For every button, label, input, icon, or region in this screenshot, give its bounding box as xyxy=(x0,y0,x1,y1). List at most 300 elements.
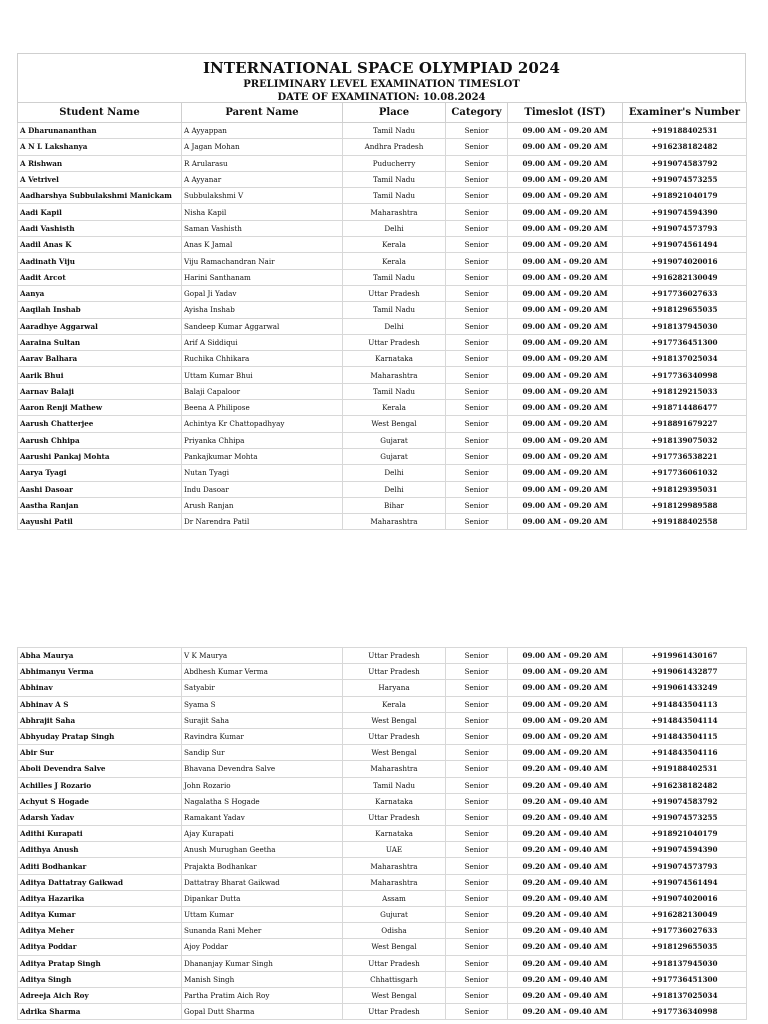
table-row xyxy=(18,874,747,890)
parent-name-cell: A Ayyappan xyxy=(182,123,343,139)
timeslot-cell: 09.00 AM - 09.20 AM xyxy=(508,171,623,187)
timeslot-cell: 09.00 AM - 09.20 AM xyxy=(508,237,623,253)
category-cell: Senior xyxy=(446,220,508,236)
category-cell: Senior xyxy=(446,416,508,432)
table-row xyxy=(18,680,747,696)
examiner-number-cell: +917736340998 xyxy=(623,367,747,383)
examiner-number-cell: +918137025034 xyxy=(623,351,747,367)
timeslot-cell: 09.00 AM - 09.20 AM xyxy=(508,497,623,513)
category-cell: Senior xyxy=(446,155,508,171)
examiner-number-cell: +917736340998 xyxy=(623,1004,747,1020)
category-cell: Senior xyxy=(446,777,508,793)
examiner-number-cell: +916238182482 xyxy=(623,139,747,155)
examiner-number-cell: +919061432877 xyxy=(623,664,747,680)
table-row xyxy=(18,890,747,906)
place-cell: Delhi xyxy=(343,481,446,497)
parent-name-cell: Achintya Kr Chattopadhyay xyxy=(182,416,343,432)
parent-name-cell: Dr Narendra Patil xyxy=(182,514,343,530)
category-cell: Senior xyxy=(446,448,508,464)
timeslot-cell: 09.20 AM - 09.40 AM xyxy=(508,842,623,858)
place-cell: Tamil Nadu xyxy=(343,188,446,204)
examiner-number-cell: +918137945030 xyxy=(623,955,747,971)
category-cell: Senior xyxy=(446,204,508,220)
parent-name-cell: Pankajkumar Mohta xyxy=(182,448,343,464)
parent-name-cell: Sandip Sur xyxy=(182,745,343,761)
examiner-number-cell: +916282130049 xyxy=(623,269,747,285)
timeslot-cell: 09.00 AM - 09.20 AM xyxy=(508,481,623,497)
category-cell: Senior xyxy=(446,285,508,301)
category-cell: Senior xyxy=(446,696,508,712)
table-row xyxy=(18,664,747,680)
table-row xyxy=(18,448,747,464)
place-cell: Delhi xyxy=(343,318,446,334)
place-cell: Andhra Pradesh xyxy=(343,139,446,155)
timeslot-cell: 09.00 AM - 09.20 AM xyxy=(508,648,623,664)
place-cell: Tamil Nadu xyxy=(343,383,446,399)
table-row xyxy=(18,285,747,301)
place-cell: Uttar Pradesh xyxy=(343,285,446,301)
table-row xyxy=(18,826,747,842)
examiner-number-cell: +919074583792 xyxy=(623,155,747,171)
timeslot-cell: 09.00 AM - 09.20 AM xyxy=(508,696,623,712)
place-cell: West Bengal xyxy=(343,416,446,432)
parent-name-cell: V K Maurya xyxy=(182,648,343,664)
student-name-cell: Abhrajit Saha xyxy=(18,712,182,728)
place-cell: Tamil Nadu xyxy=(343,123,446,139)
timeslot-cell: 09.00 AM - 09.20 AM xyxy=(508,432,623,448)
parent-name-cell: Gopal Dutt Sharma xyxy=(182,1004,343,1020)
category-cell: Senior xyxy=(446,842,508,858)
table-row xyxy=(18,777,747,793)
place-cell: Tamil Nadu xyxy=(343,302,446,318)
examiner-number-cell: +918137945030 xyxy=(623,318,747,334)
table-row xyxy=(18,334,747,350)
place-cell: Assam xyxy=(343,890,446,906)
category-cell: Senior xyxy=(446,400,508,416)
document-title: INTERNATIONAL SPACE OLYMPIAD 2024 xyxy=(202,59,561,77)
student-name-cell: Aarush Chhipa xyxy=(18,432,182,448)
category-cell: Senior xyxy=(446,139,508,155)
table-row xyxy=(18,793,747,809)
timeslot-cell: 09.00 AM - 09.20 AM xyxy=(508,269,623,285)
timeslot-cell: 09.20 AM - 09.40 AM xyxy=(508,987,623,1003)
parent-name-cell: Dipankar Dutta xyxy=(182,890,343,906)
place-cell: Maharashtra xyxy=(343,367,446,383)
parent-name-cell: Anush Murughan Geetha xyxy=(182,842,343,858)
timeslot-cell: 09.20 AM - 09.40 AM xyxy=(508,955,623,971)
student-name-cell: Aastha Ranjan xyxy=(18,497,182,513)
table-row xyxy=(18,171,747,187)
place-cell: Kerala xyxy=(343,400,446,416)
parent-name-cell: Partha Pratim Aich Roy xyxy=(182,987,343,1003)
parent-name-cell: A Ayyanar xyxy=(182,171,343,187)
examiner-number-cell: +919961430167 xyxy=(623,648,747,664)
examiner-number-cell: +917736027633 xyxy=(623,285,747,301)
student-name-cell: Aadit Arcot xyxy=(18,269,182,285)
place-cell: Haryana xyxy=(343,680,446,696)
category-cell: Senior xyxy=(446,809,508,825)
category-cell: Senior xyxy=(446,923,508,939)
place-cell: Uttar Pradesh xyxy=(343,955,446,971)
student-name-cell: Aadharshya Subbulakshmi Manickam xyxy=(18,188,182,204)
place-cell: Maharashtra xyxy=(343,204,446,220)
place-cell: Tamil Nadu xyxy=(343,171,446,187)
student-name-cell: Achilles J Rozario xyxy=(18,777,182,793)
timeslot-cell: 09.00 AM - 09.20 AM xyxy=(508,123,623,139)
parent-name-cell: Manish Singh xyxy=(182,971,343,987)
table-row xyxy=(18,648,747,664)
table-row xyxy=(18,1004,747,1020)
student-name-cell: Abhinav xyxy=(18,680,182,696)
place-cell: Maharashtra xyxy=(343,514,446,530)
timeslot-cell: 09.00 AM - 09.20 AM xyxy=(508,514,623,530)
place-cell: Uttar Pradesh xyxy=(343,664,446,680)
table-row xyxy=(18,302,747,318)
timeslot-cell: 09.20 AM - 09.40 AM xyxy=(508,761,623,777)
parent-name-cell: Satyabir xyxy=(182,680,343,696)
timeslot-cell: 09.20 AM - 09.40 AM xyxy=(508,1004,623,1020)
parent-name-cell: Ramakant Yadav xyxy=(182,809,343,825)
student-name-cell: Aadil Anas K xyxy=(18,237,182,253)
timeslot-cell: 09.20 AM - 09.40 AM xyxy=(508,874,623,890)
timeslot-cell: 09.00 AM - 09.20 AM xyxy=(508,448,623,464)
student-name-cell: Adithya Anush xyxy=(18,842,182,858)
timeslot-cell: 09.00 AM - 09.20 AM xyxy=(508,302,623,318)
examiner-number-cell: +919074583792 xyxy=(623,793,747,809)
student-name-cell: Abhimanyu Verma xyxy=(18,664,182,680)
place-cell: UAE xyxy=(343,842,446,858)
parent-name-cell: Arush Ranjan xyxy=(182,497,343,513)
parent-name-cell: Nisha Kapil xyxy=(182,204,343,220)
category-cell: Senior xyxy=(446,939,508,955)
table-row xyxy=(18,955,747,971)
category-cell: Senior xyxy=(446,907,508,923)
timeslot-cell: 09.00 AM - 09.20 AM xyxy=(508,664,623,680)
student-name-cell: Adreeja Aich Roy xyxy=(18,987,182,1003)
place-cell: Karnataka xyxy=(343,826,446,842)
column-header-student-name: Student Name xyxy=(18,103,182,123)
place-cell: Delhi xyxy=(343,220,446,236)
student-name-cell: Aadi Kapil xyxy=(18,204,182,220)
parent-name-cell: Ravindra Kumar xyxy=(182,728,343,744)
student-name-cell: Abir Sur xyxy=(18,745,182,761)
column-header-category: Category xyxy=(446,103,508,123)
parent-name-cell: Ajay Kurapati xyxy=(182,826,343,842)
place-cell: Maharashtra xyxy=(343,874,446,890)
parent-name-cell: Indu Dasoar xyxy=(182,481,343,497)
examiner-number-cell: +914843504116 xyxy=(623,745,747,761)
category-cell: Senior xyxy=(446,987,508,1003)
category-cell: Senior xyxy=(446,383,508,399)
examiner-number-cell: +919074573793 xyxy=(623,220,747,236)
category-cell: Senior xyxy=(446,432,508,448)
category-cell: Senior xyxy=(446,826,508,842)
student-name-cell: Aayushi Patil xyxy=(18,514,182,530)
place-cell: Uttar Pradesh xyxy=(343,728,446,744)
category-cell: Senior xyxy=(446,237,508,253)
category-cell: Senior xyxy=(446,514,508,530)
examiner-number-cell: +918891679227 xyxy=(623,416,747,432)
student-name-cell: Aditya Kumar xyxy=(18,907,182,923)
examiner-number-cell: +917736061032 xyxy=(623,465,747,481)
examiner-number-cell: +916282130049 xyxy=(623,907,747,923)
student-name-cell: A N L Lakshanya xyxy=(18,139,182,155)
table-row xyxy=(18,123,747,139)
student-name-cell: Aarik Bhui xyxy=(18,367,182,383)
parent-name-cell: Priyanka Chhipa xyxy=(182,432,343,448)
student-name-cell: Aashi Dasoar xyxy=(18,481,182,497)
place-cell: Tamil Nadu xyxy=(343,777,446,793)
table-row xyxy=(18,809,747,825)
category-cell: Senior xyxy=(446,351,508,367)
table-row xyxy=(18,465,747,481)
parent-name-cell: Anas K Jamal xyxy=(182,237,343,253)
student-name-cell: Aaron Renji Mathew xyxy=(18,400,182,416)
timeslot-page-2 xyxy=(17,647,746,1020)
table-row xyxy=(18,481,747,497)
table-row xyxy=(18,237,747,253)
parent-name-cell: Ruchika Chhikara xyxy=(182,351,343,367)
timeslot-cell: 09.20 AM - 09.40 AM xyxy=(508,858,623,874)
timeslot-cell: 09.00 AM - 09.20 AM xyxy=(508,465,623,481)
student-name-cell: Aarav Balhara xyxy=(18,351,182,367)
table-row xyxy=(18,432,747,448)
place-cell: Gujarat xyxy=(343,432,446,448)
examiner-number-cell: +918129395031 xyxy=(623,481,747,497)
student-name-cell: Adrika Sharma xyxy=(18,1004,182,1020)
examiner-number-cell: +919061433249 xyxy=(623,680,747,696)
parent-name-cell: Sunanda Rani Meher xyxy=(182,923,343,939)
place-cell: Karnataka xyxy=(343,351,446,367)
table-row xyxy=(18,253,747,269)
student-name-cell: A Vetrivel xyxy=(18,171,182,187)
timeslot-cell: 09.00 AM - 09.20 AM xyxy=(508,728,623,744)
timeslot-cell: 09.20 AM - 09.40 AM xyxy=(508,923,623,939)
parent-name-cell: Prajakta Bodhankar xyxy=(182,858,343,874)
examiner-number-cell: +918129989588 xyxy=(623,497,747,513)
place-cell: Tamil Nadu xyxy=(343,269,446,285)
table-row xyxy=(18,907,747,923)
timeslot-table-1 xyxy=(17,102,747,530)
student-name-cell: Achyut S Hogade xyxy=(18,793,182,809)
place-cell: Puducherry xyxy=(343,155,446,171)
student-name-cell: Aditya Meher xyxy=(18,923,182,939)
examiner-number-cell: +914843504115 xyxy=(623,728,747,744)
student-name-cell: Abhinav A S xyxy=(18,696,182,712)
place-cell: Kerala xyxy=(343,253,446,269)
table-row xyxy=(18,139,747,155)
parent-name-cell: A Jagan Mohan xyxy=(182,139,343,155)
timeslot-cell: 09.00 AM - 09.20 AM xyxy=(508,285,623,301)
parent-name-cell: Ayisha Inshab xyxy=(182,302,343,318)
table-row xyxy=(18,923,747,939)
place-cell: Uttar Pradesh xyxy=(343,1004,446,1020)
examiner-number-cell: +919074573255 xyxy=(623,809,747,825)
category-cell: Senior xyxy=(446,874,508,890)
examiner-number-cell: +917736538221 xyxy=(623,448,747,464)
category-cell: Senior xyxy=(446,302,508,318)
timeslot-cell: 09.20 AM - 09.40 AM xyxy=(508,809,623,825)
examiner-number-cell: +918129655035 xyxy=(623,939,747,955)
table-row xyxy=(18,497,747,513)
parent-name-cell: Gopal Ji Yadav xyxy=(182,285,343,301)
student-name-cell: A Rishwan xyxy=(18,155,182,171)
table-row xyxy=(18,728,747,744)
student-name-cell: Abha Maurya xyxy=(18,648,182,664)
student-name-cell: Aditya Singh xyxy=(18,971,182,987)
examiner-number-cell: +914843504114 xyxy=(623,712,747,728)
place-cell: Uttar Pradesh xyxy=(343,334,446,350)
examiner-number-cell: +918714486477 xyxy=(623,400,747,416)
place-cell: Gujurat xyxy=(343,907,446,923)
table-row xyxy=(18,416,747,432)
category-cell: Senior xyxy=(446,497,508,513)
category-cell: Senior xyxy=(446,367,508,383)
timeslot-cell: 09.00 AM - 09.20 AM xyxy=(508,680,623,696)
table-row xyxy=(18,351,747,367)
place-cell: Bihar xyxy=(343,497,446,513)
table-row xyxy=(18,939,747,955)
student-name-cell: Aaqilah Inshab xyxy=(18,302,182,318)
parent-name-cell: Ajoy Poddar xyxy=(182,939,343,955)
parent-name-cell: Nagalatha S Hogade xyxy=(182,793,343,809)
examiner-number-cell: +918921040179 xyxy=(623,826,747,842)
place-cell: West Bengal xyxy=(343,939,446,955)
student-name-cell: Aditya Dattatray Gaikwad xyxy=(18,874,182,890)
timeslot-cell: 09.00 AM - 09.20 AM xyxy=(508,220,623,236)
place-cell: Maharashtra xyxy=(343,761,446,777)
place-cell: Odisha xyxy=(343,923,446,939)
examiner-number-cell: +919074573793 xyxy=(623,858,747,874)
student-name-cell: Aboli Devendra Salve xyxy=(18,761,182,777)
timeslot-cell: 09.00 AM - 09.20 AM xyxy=(508,204,623,220)
student-name-cell: Adarsh Yadav xyxy=(18,809,182,825)
examiner-number-cell: +914843504113 xyxy=(623,696,747,712)
category-cell: Senior xyxy=(446,793,508,809)
timeslot-cell: 09.20 AM - 09.40 AM xyxy=(508,826,623,842)
column-header-timeslot: Timeslot (IST) xyxy=(508,103,623,123)
examiner-number-cell: +917736451300 xyxy=(623,971,747,987)
examiner-number-cell: +918129655035 xyxy=(623,302,747,318)
category-cell: Senior xyxy=(446,481,508,497)
table-row xyxy=(18,514,747,530)
parent-name-cell: Surajit Saha xyxy=(182,712,343,728)
timeslot-table-2 xyxy=(17,647,747,1020)
examiner-number-cell: +919074561494 xyxy=(623,874,747,890)
table-row xyxy=(18,842,747,858)
examiner-number-cell: +918139075032 xyxy=(623,432,747,448)
examiner-number-cell: +918129215033 xyxy=(623,383,747,399)
examiner-number-cell: +919074020016 xyxy=(623,890,747,906)
document-header xyxy=(17,53,746,102)
parent-name-cell: Beena A Philipose xyxy=(182,400,343,416)
examiner-number-cell: +919074594390 xyxy=(623,842,747,858)
table-row xyxy=(18,367,747,383)
parent-name-cell: Arif A Siddiqui xyxy=(182,334,343,350)
category-cell: Senior xyxy=(446,334,508,350)
examiner-number-cell: +918921040179 xyxy=(623,188,747,204)
parent-name-cell: Saman Vashisth xyxy=(182,220,343,236)
timeslot-cell: 09.00 AM - 09.20 AM xyxy=(508,155,623,171)
parent-name-cell: Uttam Kumar Bhui xyxy=(182,367,343,383)
place-cell: Maharashtra xyxy=(343,858,446,874)
table-header-row xyxy=(18,103,747,123)
timeslot-cell: 09.20 AM - 09.40 AM xyxy=(508,907,623,923)
place-cell: Uttar Pradesh xyxy=(343,809,446,825)
examiner-number-cell: +919074594390 xyxy=(623,204,747,220)
column-header-place: Place xyxy=(343,103,446,123)
place-cell: West Bengal xyxy=(343,712,446,728)
timeslot-cell: 09.00 AM - 09.20 AM xyxy=(508,139,623,155)
category-cell: Senior xyxy=(446,712,508,728)
place-cell: Uttar Pradesh xyxy=(343,648,446,664)
timeslot-cell: 09.20 AM - 09.40 AM xyxy=(508,777,623,793)
parent-name-cell: Uttam Kumar xyxy=(182,907,343,923)
document-subtitle: PRELIMINARY LEVEL EXAMINATION TIMESLOT xyxy=(243,79,520,90)
examiner-number-cell: +919188402531 xyxy=(623,123,747,139)
place-cell: Kerala xyxy=(343,237,446,253)
parent-name-cell: Harini Santhanam xyxy=(182,269,343,285)
parent-name-cell: Balaji Capaloor xyxy=(182,383,343,399)
timeslot-cell: 09.00 AM - 09.20 AM xyxy=(508,712,623,728)
timeslot-cell: 09.20 AM - 09.40 AM xyxy=(508,793,623,809)
category-cell: Senior xyxy=(446,648,508,664)
timeslot-cell: 09.00 AM - 09.20 AM xyxy=(508,383,623,399)
parent-name-cell: Bhavana Devendra Salve xyxy=(182,761,343,777)
place-cell: Karnataka xyxy=(343,793,446,809)
place-cell: West Bengal xyxy=(343,745,446,761)
category-cell: Senior xyxy=(446,1004,508,1020)
table-row xyxy=(18,971,747,987)
table-row xyxy=(18,761,747,777)
place-cell: Chhattisgarh xyxy=(343,971,446,987)
table-row xyxy=(18,269,747,285)
examiner-number-cell: +917736027633 xyxy=(623,923,747,939)
table-row xyxy=(18,987,747,1003)
student-name-cell: Aarushi Pankaj Mohta xyxy=(18,448,182,464)
examiner-number-cell: +919074020016 xyxy=(623,253,747,269)
column-header-examiner-number: Examiner's Number xyxy=(623,103,747,123)
table-row xyxy=(18,188,747,204)
category-cell: Senior xyxy=(446,728,508,744)
student-name-cell: Aadi Vashisth xyxy=(18,220,182,236)
category-cell: Senior xyxy=(446,971,508,987)
student-name-cell: Aditya Pratap Singh xyxy=(18,955,182,971)
category-cell: Senior xyxy=(446,269,508,285)
student-name-cell: Aanya xyxy=(18,285,182,301)
table-row xyxy=(18,858,747,874)
timeslot-cell: 09.00 AM - 09.20 AM xyxy=(508,416,623,432)
student-name-cell: Aditya Hazarika xyxy=(18,890,182,906)
table-row xyxy=(18,220,747,236)
category-cell: Senior xyxy=(446,858,508,874)
table-row xyxy=(18,318,747,334)
student-name-cell: Adithi Kurapati xyxy=(18,826,182,842)
timeslot-page-1 xyxy=(17,53,746,530)
table-row xyxy=(18,155,747,171)
examiner-number-cell: +917736451300 xyxy=(623,334,747,350)
parent-name-cell: Dattatray Bharat Gaikwad xyxy=(182,874,343,890)
category-cell: Senior xyxy=(446,664,508,680)
examination-date: DATE OF EXAMINATION: 10.08.2024 xyxy=(277,92,486,103)
student-name-cell: Aarnav Balaji xyxy=(18,383,182,399)
examiner-number-cell: +919074561494 xyxy=(623,237,747,253)
table-row xyxy=(18,204,747,220)
place-cell: Delhi xyxy=(343,465,446,481)
parent-name-cell: Subbulakshmi V xyxy=(182,188,343,204)
student-name-cell: Aaradhye Aggarwal xyxy=(18,318,182,334)
place-cell: Kerala xyxy=(343,696,446,712)
